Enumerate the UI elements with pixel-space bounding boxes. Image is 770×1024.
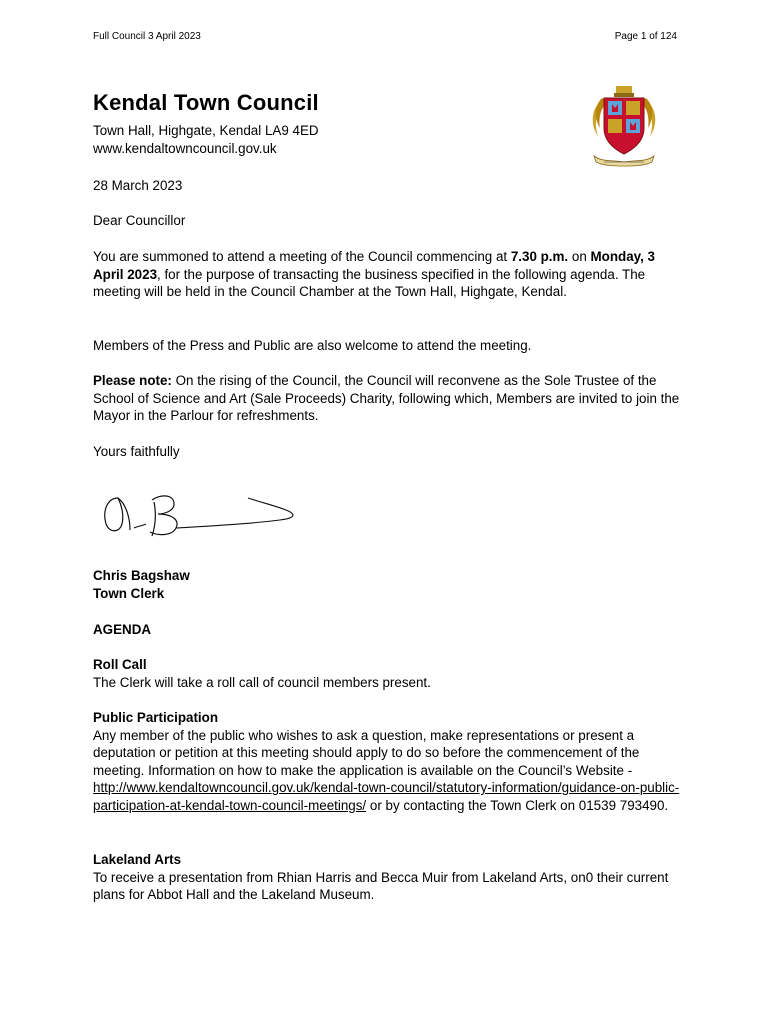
- agenda-item-text: [93, 727, 683, 815]
- agenda-item-text: The Clerk will take a roll call of council members present.: [93, 674, 431, 690]
- salutation: Dear Councillor: [93, 213, 186, 228]
- summons-text-2: on: [568, 249, 591, 264]
- note-label: Please note:: [93, 373, 172, 388]
- note-text: On the rising of the Council, the Council will reconvene as the Sole Trustee of the School of Science and Art (Sale Proceeds) Charity, following which, Members are invited to join the Mayor in the Parlour for refreshments.: [93, 373, 680, 423]
- signature-image: [100, 484, 300, 544]
- agenda-item-title: Public Participation: [93, 710, 219, 725]
- letterhead-address-block: [93, 122, 683, 157]
- meeting-date: Monday, 3 April 2023: [93, 249, 655, 282]
- council-address: Town Hall, Highgate, Kendal LA9 4ED: [93, 123, 319, 138]
- closing: Yours faithfully: [93, 444, 180, 459]
- agenda-item-public-participation: [93, 709, 683, 814]
- summons-text-1: You are summoned to attend a meeting of the Council commencing at: [93, 249, 511, 264]
- agenda-item-lakeland-arts: [93, 851, 683, 904]
- press-paragraph: Members of the Press and Public are also welcome to attend the meeting.: [93, 338, 532, 353]
- agenda-item-roll-call: [93, 656, 683, 691]
- summons-paragraph: [93, 248, 683, 301]
- agenda-item-title: Lakeland Arts: [93, 852, 182, 867]
- signatory-block: [93, 567, 683, 602]
- note-paragraph: [93, 372, 683, 425]
- letter-date: 28 March 2023: [93, 178, 183, 193]
- public-participation-guidance-link[interactable]: http://www.kendaltowncouncil.gov.uk/kendal-town-council/statutory-information/guidance-on-public-participation-at-kendal-town-council-meetings/: [93, 780, 680, 813]
- summons-text-3: , for the purpose of transacting the business specified in the following agenda. The meeting will be held in the Council Chamber at the Town Hall, Highgate, Kendal.: [93, 266, 646, 299]
- page-header-title: Full Council 3 April 2023: [93, 31, 201, 42]
- public-participation-text: Any member of the public who wishes to ask a question, make representations or present a deputation or petition at this meeting should apply to do so before the commencement of the meeting. Information on how to make the application is available on the Council’s Website -: [93, 727, 640, 778]
- signatory-title: Town Clerk: [93, 585, 165, 601]
- council-name: Kendal Town Council: [93, 90, 319, 115]
- public-participation-contact-text: or by contacting the Town Clerk on 01539 793490.: [366, 797, 669, 813]
- agenda-heading: AGENDA: [93, 622, 152, 637]
- page-number: Page 1 of 124: [614, 31, 677, 42]
- agenda-item-text: To receive a presentation from Rhian Harris and Becca Muir from Lakeland Arts, on0 their current plans for Abbot Hall and the Lakeland Museum.: [93, 869, 669, 902]
- signatory-name: Chris Bagshaw: [93, 568, 190, 583]
- council-website: www.kendaltowncouncil.gov.uk: [93, 140, 277, 156]
- agenda-item-title: Roll Call: [93, 657, 147, 672]
- meeting-time: 7.30 p.m.: [510, 249, 569, 264]
